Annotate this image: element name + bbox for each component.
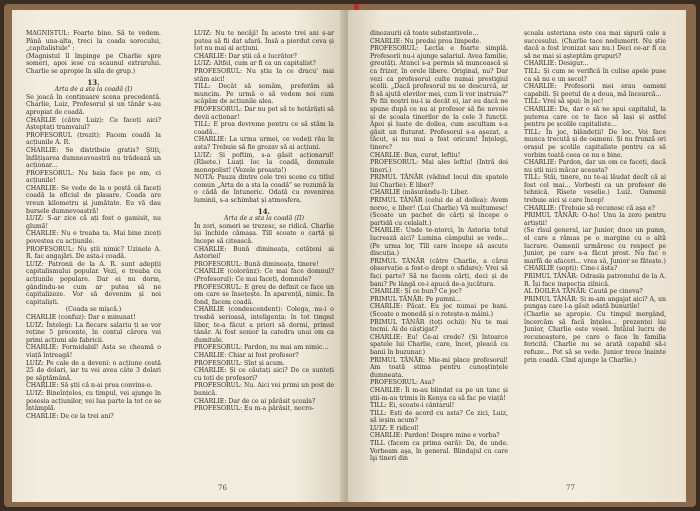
text-line: CHARLIE: Și ce căutați aici? De ce sunteți cu toți de profesori?: [194, 367, 334, 382]
text-line: Arta de a sta la coadă (I): [54, 86, 133, 94]
text-line: CHARLIE: Da, dar o să ne spui capitalul, la puterea care ce te face să lași și astfel pentru pe școlile capitaliste...: [524, 105, 666, 129]
text-line: PROFESORUL: Sînt și acum.: [194, 359, 285, 367]
text-line: 13.: [87, 77, 100, 87]
text-line: TILL (facem ca prima oară): Da, de unde. Vorbeam aşa, în general. Blindajul cu care îşi tineri din: [370, 440, 508, 463]
text-line: CHARLIE: Dar de ce ai părăsit școala?: [194, 397, 316, 405]
text-line: CHARLIE: La urma urmei, ce vedeți rău în asta? Trebuie să fie grozav să ai acțiuni.: [194, 136, 334, 151]
text-line: dinozaurii că toate substantivele...: [370, 30, 479, 37]
text-line: (Coada se mișcă.): [65, 306, 122, 314]
text-line: TILL: Vrei să spui: în joc!: [524, 98, 604, 106]
text-line: PRIMUL TÂNĂR (către Charlie, a cărui observație a fost-o drept o sfidare): Vrei să faci parte? Să ne facem cărți, deci și de bani? Pe lângă ce-i apucă de-a jucătura.: [370, 257, 508, 288]
text-line: TILL: Ei, scoate-i cântarul!: [370, 402, 455, 410]
text-line: școala asteriana este cea mai sigură cale a succesului. (Charlie tace nedumerit. Nu știe dacă a fost ironizat sau nu.) Deci ce-ar fi ca să ne mai și așteptăm grupuri?: [524, 30, 666, 60]
text-line: LUIZ: Înțelegi: La fiecare salariu ți se vor reține 5 procente, în contul cărora vei primi acțiuni ale fabricii.: [26, 321, 161, 344]
text-line: LUIZ: Bineînțeles, cu timpul, vei ajunge în posesia acțiunilor, vei lua parte la tot ce se întâmplă.: [26, 389, 161, 413]
text-line: TILL: În joc, blândeții! De loc. Voi face munca trecută și de oameni. Și nu frunză ori orașul pe școlile capitaliste pentru ca să vorbim toată ceea ce nu e bine.: [524, 128, 666, 159]
text-line: CHARLIE: Nu predai proa limpede.: [370, 37, 482, 45]
page-number-left: 76: [218, 484, 227, 492]
text-line: PROFESORUL: Mai ales leftiu! (Intră doi tineri.): [370, 159, 508, 174]
book-cover: [4, 4, 696, 507]
text-line: CHARLIE: Formidabil! Asta se cheamă o viață întreagă!: [26, 344, 161, 359]
text-line: LUIZ: S-ar zice că ați fost o gamisit, nu glumă!: [26, 215, 161, 230]
text-line: 14.: [257, 206, 271, 216]
text-line: CHARLIE (măsurându-l): Liber.: [370, 189, 469, 197]
text-line: PRIMUL TÂNĂR: Și m-am angajat aici? A, un pungaș care l-a găsit odată bunurile!: [524, 295, 666, 311]
text-line: TILL: Stăi, tinere, nu te-ai lăudat decît că ai fost cel mai... Vorbești ca un profesor de tehnică. Rîsete veselie.) Luiz. Oamenii trebuie aici și care încep!: [524, 174, 666, 205]
text-line: În zori, someri se trezesc, se ridică. Charlie își închide cămașa. Till scoate o cartă și începe să citească.: [194, 222, 334, 246]
text-line: AL DOILEA TÂNĂR: Caută pe cineva?: [524, 288, 643, 296]
text-line: PROFESORUL: Pardon, nu mai am nimic...: [194, 344, 329, 352]
text-line: CHARLIE (confuz): Dar e minunat!: [26, 313, 136, 321]
right-column-2: [524, 30, 666, 364]
text-line: CHARLIE: Nu e treaba ta. Mai bine ziceți povestea cu acțiunile.: [26, 230, 161, 246]
text-line: LUIZ: Patronii de la A. R. sunt adepții capitalismului popular. Vezi, e treaba cu acțiunile populare. Dar ei nu dorm, gândindu-se cum ar putea să ne capitalizeze. Vor să devenim și noi capitaliști.: [26, 260, 161, 306]
text-line: (Charlie se apropie. Cu timpul mergând, încercăm să facă înțeles... prezenței lui Junior, Charlie este vesel. Întâiul lucru de recunoaștere, pe care o face în familia fericită. Charlie nu se arată capabil să-i refuze... Pot să se vede. Junior trece înainte prin coadă. Cînd ajunge la Charlie.): [524, 310, 666, 364]
text-line: PROFESORUL: Eu m-a părăsit, necro-: [194, 405, 314, 413]
text-line: CHARLIE: Chiar ai fost profesor?: [194, 351, 299, 359]
text-line: PROFESORUL: Nu știu la ce dracu' mai stăm aici!: [194, 67, 334, 83]
text-line: (Magnistul îl împinge pe Charlie spre someri, apoi iese cu scaunul extrarului. Charlie se apropie în sila de grup.): [26, 52, 161, 75]
text-line: PROFESORUL: Nu știi nimic? Uzinele A. R. fac angajări. De asta-i coadă.: [26, 245, 161, 261]
text-line: PROFESORUL: Bună dimineața, tinere!: [194, 260, 319, 268]
text-line: CHARLIE (condescendent): Colega, nu-i o treabă serioasă, inteligența: în tot timpul liber, te-a făcut a priori să dormi, primul tânăr. Ai fost senior la catedra unui om ca dumitale.: [194, 306, 334, 344]
left-column-1: [26, 30, 161, 420]
text-line: CHARLIE: Bună dimineața, cetățeni ai Astoriei!: [194, 245, 334, 261]
text-line: CHARLIE: Îi m-au blindat ca pe un tanc și știi-m-au trimis în Kenya ca să fac pe viață!: [370, 386, 508, 402]
text-line: CHARLIE: De ce la trei ani?: [26, 412, 114, 420]
text-line: PROFESORUL: Nu baia face pe om, ci acțiunile!: [26, 169, 161, 185]
text-line: LUIZ: Altfel, cum ar fi ca un capitalist?: [194, 60, 316, 68]
text-line: Se joacă în continuare scena precedentă. Charlie, Luiz, Profesorul și un tânăr s-au apropiat de coadă.: [26, 93, 161, 116]
text-line: CHARLIE: Eu! Ce-ai crede? (Și întoarce spatele lui Charlie, care, încet, pleacă cu banii în buzunar.): [370, 333, 508, 356]
page-right: [348, 10, 686, 502]
text-line: PRIMUL TÂNĂR (vădind locul din spatele lui Charlie): E liber?: [370, 174, 508, 189]
page-number-right: 77: [566, 484, 575, 492]
text-line: NOTA: Pauza dintre cele trei scene cu titlul comun „Arta de a sta la coadă" se rezumă la o cădă de întuneric. Odată cu revenirea luminii, s-a schimbat și atmosfera.: [194, 174, 334, 205]
text-line: CHARLIE: Pardon! Despre mine e vorba?: [370, 432, 500, 440]
page-left: [12, 10, 345, 502]
text-line: TILL: Decât să somăm, preferăm să muncim. Pe urmă o să vedem noi cum scăpăm de acțiunile alea.: [194, 83, 334, 106]
text-line: CHARLIE: (Trebuie să recunosc că așa e?: [524, 204, 655, 212]
text-line: PRIMUL TÂNĂR (toți ochii): Nu te mai tocmi. Ai de câștigat?: [370, 318, 508, 334]
text-line: PROFESORUL: E greu de definit ce face un om care se însoțește. În aparență, nimic. În fond, facem coadă.: [194, 283, 334, 306]
text-line: TILL: Ești de acord cu asta? Ce zici, Luiz, să ieșim acum?: [370, 409, 508, 425]
text-line: LUIZ: Și poftim, s-a găsit acționarul! (Rîsete.) Luați loc la coadă, domnule monopolist! (Vezele proasta!): [194, 151, 334, 174]
text-line: PROFESORUL: Dar nu pot să te hotărăști să devii acționar!: [194, 105, 334, 121]
text-line: CHARLIE: Se vede de la o poștă că faceți coadă la oficiul de plasare. Coada are vreun kilometru și jumătate. Eu vă dau bursele dumnevoastră!: [26, 184, 161, 215]
text-line: LUIZ: E ridicol!: [370, 424, 419, 432]
left-column-2: [194, 30, 334, 413]
text-line: TILL: Și cum se verifică în culise apele puse ca să nu e un secol?: [524, 67, 666, 83]
text-line: TILL: E prea devreme pentru ce să stăm la coadă...: [194, 121, 334, 136]
text-line: MAGNISTUL: Foarte bine. Să te vedem. Până una-alta, treci la coada sorocului, „capitalistule" :: [26, 30, 161, 53]
right-column-1: [370, 30, 508, 463]
text-line: CHARLIE: Bun, curat, leftiu!: [370, 151, 461, 159]
text-line: PROFESORUL: Nu. Aici vei primi un post de bunică.: [194, 382, 334, 397]
text-line: CHARLIE: Se distribuie gratis? Știți, înfățișarea dumneavoastră nu trădează un acționar...: [26, 146, 161, 170]
text-line: PROFESORUL: Lectia e foarte simplă. Profesorii nu-i ajunge salariul. Avea familie, greutăți. Atunci s-a permis să muncească și ca frizer, în orele libere. Original, nu? Dar vezi ca profesorul culte numai prestigiul școlii. „Dacă profesorul nu se descurcă, ar fi să ajută elevilor mei, cum îi vor instruia?" Pe fiii noștri nu-i ia decât ei, iar eu dacă ne spune după ce nu ai profesor să fie nevoie și de școala tinerilor de la cele 3 funcții. Apoi și luate de doilea, cum ascultam s-a găsit un fluturat. Profesorul s-a așezat, a tăcut, și nu mai a fost oricum! Înțelegi, tinere?: [370, 45, 508, 151]
text-line: (Se rîsul general, iar Junior, duce un pumn, el care a rămas pe o margine cu o altă lucrare. Oamenii urmăresc cu respect pe Junior, pe care s-a făcut prost. Nu fac o marfă de afaceri... vrea să, Junior se fătește.): [524, 227, 666, 265]
text-line: PRIMUL TÂNĂR (celui de al doilea): Avem noroc, e liber! (Lui Charlie) Vă mulțumesc! (Scoate un pachet de cărți și începe o partidă cu celalalt.): [370, 197, 508, 227]
text-line: LUIZ: Nu te necăji! În aceste trei ani s-ar putea să fii dat afară. Însă a pierdut ceva și tot nu mai ai acțiuni.: [194, 30, 334, 53]
text-line: CHARLIE: Desigur...: [524, 60, 589, 68]
text-line: CHARLIE (către Luiz): Ce faceți aici? Așteptați tramvaiul?: [26, 116, 161, 132]
text-line: LUIZ: Pe cale de a deveni: o acțiune costă 25 de dolari, iar tu vei avea câte 3 dolari pe săptămână.: [26, 359, 161, 382]
text-line: CHARLIE: Dar știi că e lucrător?: [194, 52, 297, 60]
text-line: PRIMUL TÂNĂR: O-ho! Unu la zero pentru artiștii!: [524, 212, 666, 227]
text-line: PROFESORUL: Asa?: [370, 379, 435, 387]
text-line: CHARLIE (șopti): Cine-i ăsta?: [524, 265, 618, 273]
text-line: CHARLIE: Profesorii mei erau oameni capabili. Și poetul de a doua, mă încearcă...: [524, 83, 666, 98]
text-line: PROFESORUL (trezit): Facem coadă la acțiunile A. R.: [26, 131, 161, 147]
text-line: CHARLIE (colorânz): Ce mai face domnul? (Profesorul): Ce mai faceți, domnule?: [194, 268, 334, 283]
text-line: Arta de a sta la coadă (II): [224, 215, 304, 223]
text-line: PRIMUL TÂNĂR: Pe pumni...: [370, 295, 461, 303]
text-line: CHARLIE: Unde te-ntorci, în Astoria totul lucrează aici? Lumina câmpului se vede... (Pe urma lor, Tîll care începe să ascute discuția.): [370, 227, 508, 258]
text-line: PRIMUL TÂNĂR: Mie-mi place profesorul! Am toată stima pentru cunoștințele dumneata.: [370, 356, 508, 379]
text-line: CHARLIE: Păcat. Eu joc numai pe bani. (Scoate o monedă și o rotește-n mâini.): [370, 303, 508, 318]
text-line: PRIMUL TÂNĂR: Odrasla patronului de la A. R. Își face inspecția zilnică.: [524, 273, 666, 288]
text-line: CHARLIE: Pardon, dar un om ce faceți, dacă nu știi nici măcar aceasta?: [524, 159, 666, 174]
text-line: CHARLIE: Să știi că n-ai prea convins-o.: [26, 382, 153, 390]
text-line: CHARLIE: Și ce bun? Ce joc?: [370, 288, 462, 296]
